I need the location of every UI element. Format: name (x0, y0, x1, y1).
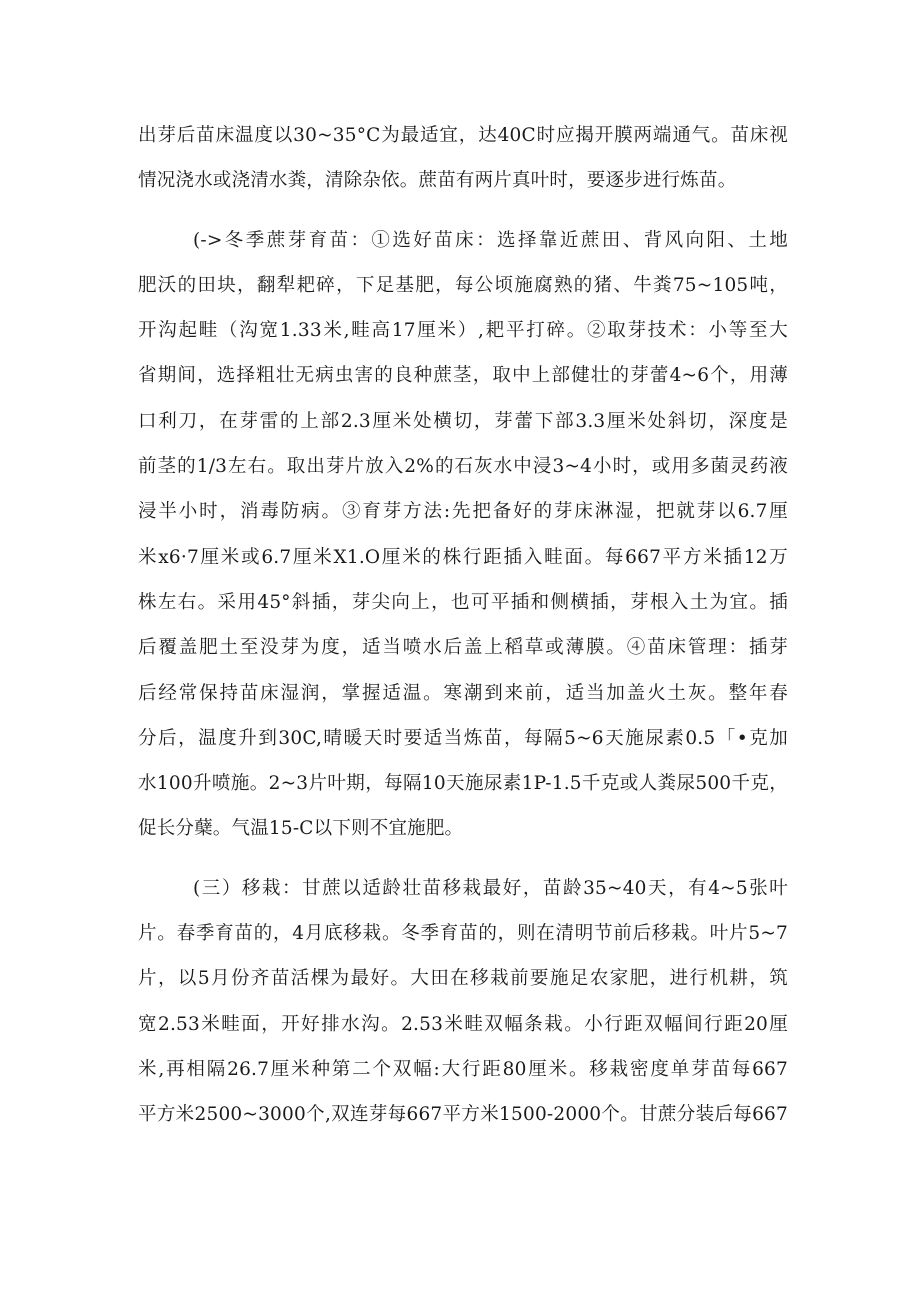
text-line: 米x6·7厘米或6.7厘米X1.O厘米的株行距插入畦面。每667平方米插12万 (138, 546, 788, 568)
text-line: 后覆盖肥土至没芽为度，适当喷水后盖上稻草或薄膜。④苗床管理：插芽 (138, 637, 788, 659)
text-line: 片，以5月份齐苗活棵为最好。大田在移栽前要施足农家肥，进行机耕，筑 (138, 968, 788, 990)
text-line: 平方米2500~3000个,双连芽每667平方米1500-2000个。甘蔗分装后每667 (138, 1104, 788, 1126)
text-line: 情况浇水或浇清水粪，清除杂依。蔗苗有两片真叶时，要逐步进行炼苗。 (138, 170, 737, 192)
paragraph-1 (138, 113, 788, 204)
text-line: 分后，温度升到30C,晴暖天时要适当炼苗，每隔5~6天施尿素0.5「•克加 (138, 727, 788, 749)
paragraph-3 (138, 866, 788, 1138)
text-line: (->冬季蔗芽育苗：①选好苗床：选择靠近蔗田、背风向阳、土地 (193, 229, 788, 251)
text-line: 米,再相隔26.7厘米种第二个双幅:大行距80厘米。移栽密度单芽苗每667 (138, 1058, 788, 1080)
text-line: 出芽后苗床温度以30~35°C为最适宜，达40C时应揭开膜两端通气。苗床视 (138, 125, 788, 146)
text-line: 前茎的1/3左右。取出芽片放入2%的石灰水中浸3~4小时，或用多菌灵药液 (138, 456, 788, 478)
text-line: 肥沃的田块，翻犁耙碎，下足基肥，每公顷施腐熟的猪、牛粪75~105吨， (138, 274, 788, 296)
document-body (138, 113, 788, 1138)
text-line: (三）移栽：甘蔗以适龄壮苗移栽最好，苗龄35~40天，有4~5张叶 (193, 877, 788, 899)
text-line: 省期间，选择粗壮无病虫害的良种蔗茎，取中上部健壮的芽蕾4~6个，用薄 (138, 365, 788, 387)
text-line: 片。春季育苗的，4月底移栽。冬季育苗的，则在清明节前后移栽。叶片5~7 (138, 923, 788, 945)
paragraph-2 (138, 218, 788, 852)
text-line: 浸半小时，消毒防病。③育芽方法:先把备好的芽床淋湿，把就芽以6.7厘 (138, 501, 788, 523)
text-line: 宽2.53米畦面，开好排水沟。2.53米畦双幅条栽。小行距双幅间行距20厘 (138, 1013, 788, 1035)
text-line: 水100升喷施。2~3片叶期，每隔10天施尿素1P-1.5千克或人粪尿500千克， (138, 773, 788, 795)
text-line: 开沟起畦（沟宽1.33米,畦高17厘米）,耙平打碎。②取芽技术：小等至大 (138, 320, 788, 342)
text-line: 促长分蘖。气温15-C以下则不宜施肥。 (138, 818, 464, 840)
text-line: 株左右。采用45°斜插，芽尖向上，也可平插和侧横插，芽根入土为宜。插 (138, 591, 788, 613)
text-line: 后经常保持苗床湿润，掌握适温。寒潮到来前，适当加盖火土灰。整年春 (138, 682, 788, 704)
text-line: 口利刀，在芽雷的上部2.3厘米处横切，芽蕾下部3.3厘米处斜切，深度是 (138, 410, 788, 432)
